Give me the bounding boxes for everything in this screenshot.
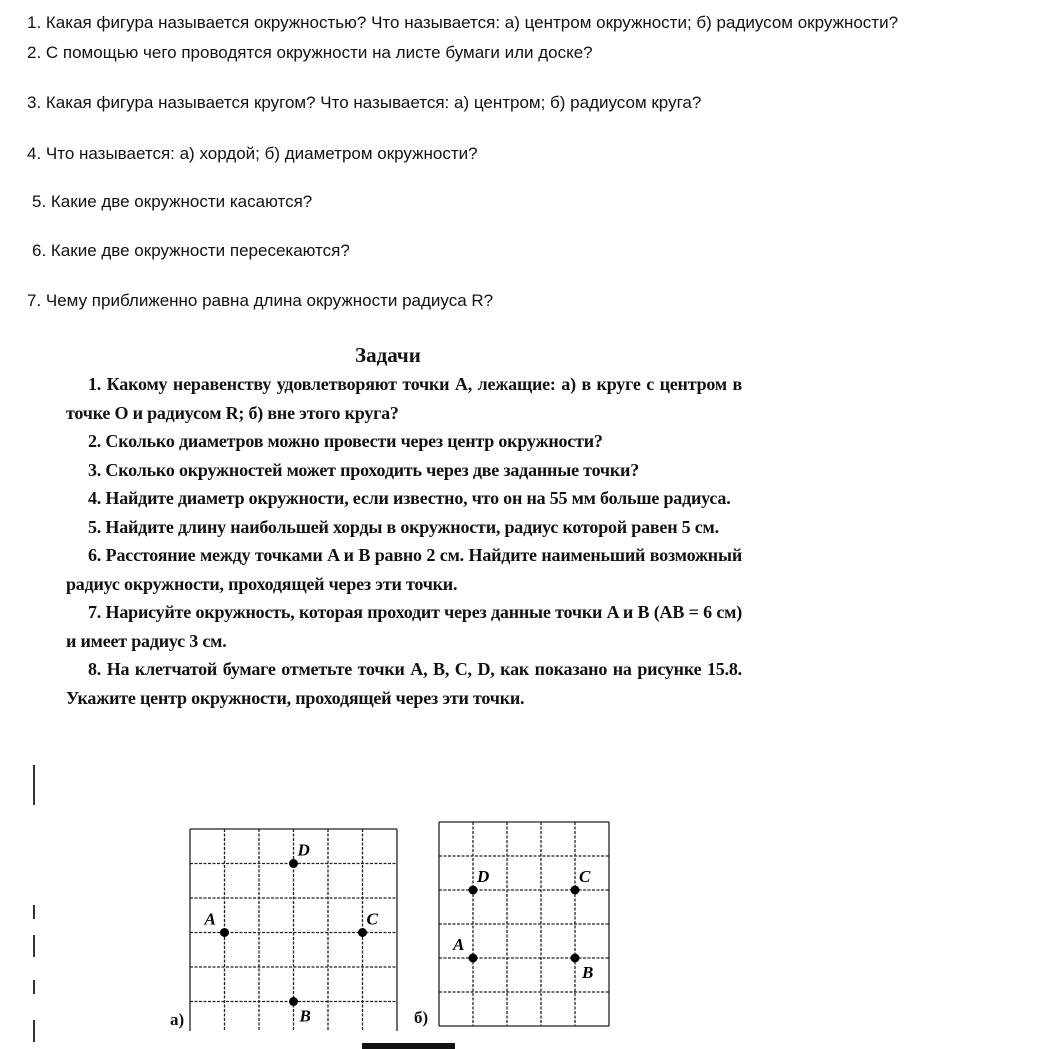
task-5: 5. Найдите длину наибольшей хорды в окружности, радиус которой равен 5 см. — [88, 516, 719, 537]
task-6: 6. Расстояние между точками A и B равно 2 см. Найдите наименьший возможный радиус окружности, проходящей через эти точки. — [66, 545, 742, 594]
question-4: 4. Что называется: а) хордой; б) диаметром окружности? — [27, 144, 478, 163]
point-B — [289, 997, 298, 1006]
point-label-D: D — [297, 840, 310, 860]
task-3: 3. Сколько окружностей может проходить через две заданные точки? — [88, 459, 640, 480]
figure-a-label: а) — [170, 1010, 185, 1029]
task-7: 7. Нарисуйте окружность, которая проходит через данные точки A и B (AB = 6 см) и имеет радиус 3 см. — [66, 602, 742, 651]
page-bottom-bar — [362, 1043, 455, 1049]
point-D — [289, 859, 298, 868]
question-2: 2. С помощью чего проводятся окружности на листе бумаги или доске? — [27, 43, 593, 62]
point-label-A: A — [204, 909, 216, 929]
question-6: 6. Какие две окружности пересекаются? — [32, 241, 350, 260]
point-C — [358, 928, 367, 937]
edge-mark — [33, 935, 35, 957]
task-8: 8. На клетчатой бумаге отметьте точки A, B, C, D, как показано на рисунке 15.8. Укажите центр окружности, проходящей через эти точки. — [66, 659, 742, 708]
question-3: 3. Какая фигура называется кругом? Что называется: а) центром; б) радиусом круга? — [27, 93, 702, 112]
point-label-C: C — [579, 867, 591, 886]
point-D — [469, 886, 478, 895]
figure-b-label: б) — [414, 1008, 429, 1027]
point-label-D: D — [477, 867, 490, 886]
task-4: 4. Найдите диаметр окружности, если известно, что он на 55 мм больше радиуса. — [88, 488, 731, 508]
question-5: 5. Какие две окружности касаются? — [32, 192, 313, 211]
point-label-B: B — [582, 963, 594, 982]
question-1: 1. Какая фигура называется окружностью? Что называется: а) центром окружности; б) радиусом окружности? — [27, 13, 899, 32]
edge-mark — [33, 765, 35, 805]
task-1: 1. Какому неравенству удовлетворяют точки A, лежащие: а) в круге с центром в точке O и радиусом R; б) вне этого круга? — [66, 374, 742, 423]
figure-a-grid — [188, 827, 400, 1031]
edge-mark — [33, 1020, 35, 1042]
tasks-title: Задачи — [355, 343, 421, 367]
point-label-C: C — [366, 909, 378, 929]
point-label-B: B — [299, 1006, 311, 1026]
point-A — [469, 954, 478, 963]
point-B — [571, 954, 580, 963]
figure-b-grid — [437, 820, 645, 1031]
edge-mark — [33, 905, 35, 919]
point-label-A: A — [453, 935, 465, 954]
question-7: 7. Чему приближенно равна длина окружности радиуса R? — [27, 291, 494, 310]
edge-mark — [33, 980, 35, 994]
task-2: 2. Сколько диаметров можно провести через центр окружности? — [88, 431, 603, 451]
point-A — [220, 928, 229, 937]
point-C — [571, 886, 580, 895]
tasks-list — [66, 370, 742, 712]
